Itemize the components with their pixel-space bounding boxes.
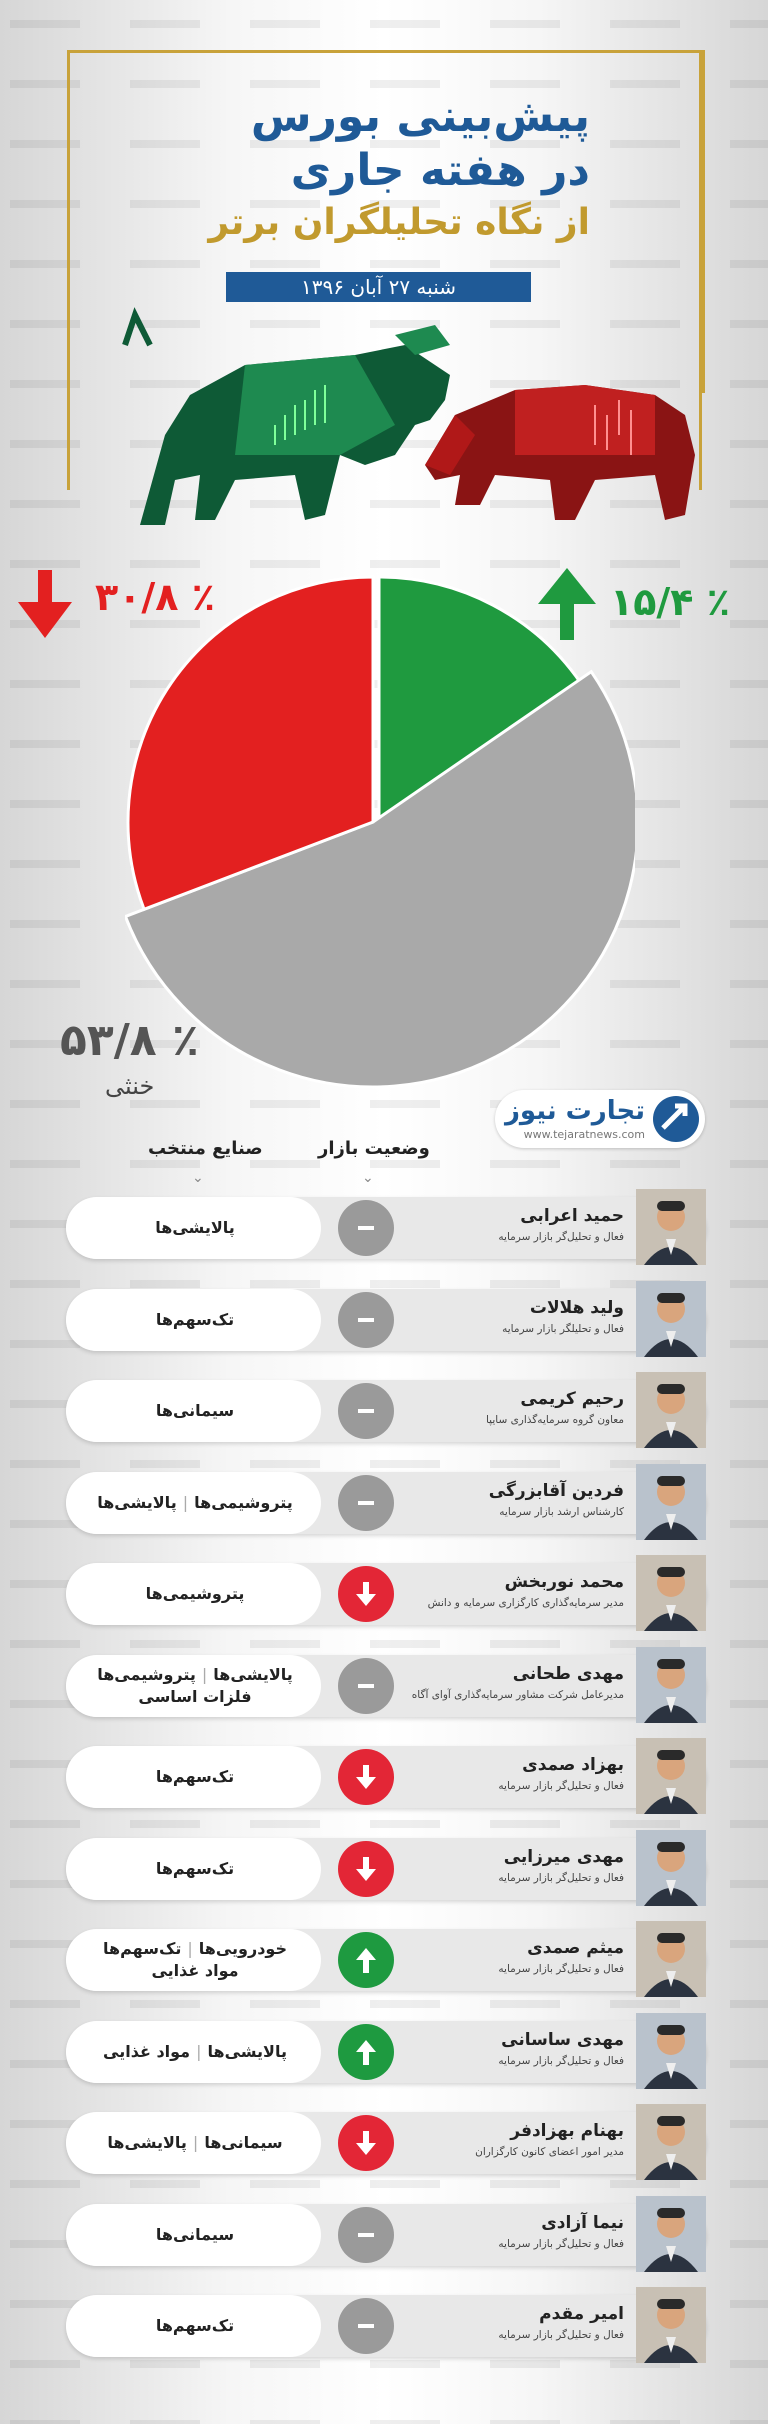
header-title-block [130, 90, 590, 248]
status-badge-up [338, 1932, 394, 1988]
industries-cell [80, 2295, 310, 2357]
industry-tag: سیمانی‌ها [155, 1401, 235, 1420]
market-status-header: وضعیت بازار [318, 1138, 430, 1159]
title-line-3: از نگاه تحلیلگران برتر [208, 202, 590, 243]
avatar [636, 1464, 706, 1540]
status-badge-down [338, 1749, 394, 1805]
analyst-row [66, 1655, 706, 1717]
industries-cell [80, 1563, 310, 1625]
industry-tag: پالایشی‌ها [155, 1218, 235, 1237]
dash-icon [352, 2312, 380, 2340]
analyst-row [66, 1746, 706, 1808]
analyst-row [66, 1380, 706, 1442]
industries-cell [80, 1472, 310, 1534]
gray-percentage: ۵۳/۸ ٪ [60, 1015, 199, 1066]
analyst-name: حمید اعرابی [520, 1206, 624, 1226]
arrow-down-icon [351, 1762, 381, 1792]
arrow-down-icon [351, 1579, 381, 1609]
analyst-info [404, 1295, 624, 1337]
analyst-title: فعال و تحلیل‌گر بازار سرمایه [498, 1231, 624, 1243]
analyst-info [404, 1844, 624, 1886]
avatar-photo-icon [636, 2013, 706, 2089]
avatar-photo-icon [636, 1647, 706, 1723]
industries-cell [80, 1289, 310, 1351]
down-arrow-icon [18, 570, 73, 640]
analyst-info [404, 1203, 624, 1245]
avatar [636, 1830, 706, 1906]
analyst-row [66, 2295, 706, 2357]
arrow-down-icon [351, 2128, 381, 2158]
analyst-info [404, 1569, 624, 1611]
industry-tag: پالایشی‌ها [207, 2041, 287, 2061]
industry-tag: تک‌سهم‌ها [155, 1309, 235, 1329]
industry-tag: پالایشی‌ها [107, 2133, 187, 2152]
arrow-down-icon [351, 1854, 381, 1884]
title-line-1: پیش‌بینی بورس [250, 91, 590, 142]
industry-tag: پالایشی‌ها [213, 1664, 293, 1684]
industries-cell [80, 1380, 310, 1442]
analyst-title: فعال و تحلیل‌گر بازار سرمایه [498, 1871, 624, 1884]
industries-cell [80, 1746, 310, 1808]
pie-chart [125, 560, 635, 1090]
dash-icon [352, 1306, 380, 1334]
status-badge-up [338, 2024, 394, 2080]
analyst-name: ولید هلالات [529, 1297, 624, 1318]
industries-cell [80, 2112, 310, 2174]
status-badge-down [338, 1566, 394, 1622]
frame-right-line [699, 50, 702, 490]
industries-cell [80, 1197, 310, 1259]
dash-icon [352, 1214, 380, 1242]
analyst-row [66, 2112, 706, 2174]
date-bar: شنبه ۲۷ آبان ۱۳۹۶ [226, 272, 531, 302]
industries-cell [80, 1655, 310, 1717]
avatar-photo-icon [636, 1830, 706, 1906]
dash-icon [352, 2221, 380, 2249]
analyst-row [66, 1472, 706, 1534]
analyst-name: بهنام بهزادفر [510, 2121, 624, 2141]
analyst-info [404, 2301, 624, 2343]
industry-tag: سیمانی‌ها [155, 2224, 235, 2244]
analyst-row [66, 1289, 706, 1351]
analyst-name: محمد نوربخش [504, 1572, 624, 1592]
avatar [636, 1738, 706, 1814]
arrow-up-icon [351, 2037, 381, 2067]
avatar [636, 1189, 706, 1265]
analyst-info [404, 1935, 624, 1977]
dash-icon [352, 1672, 380, 1700]
chevron-down-icon: ⌄ [192, 1170, 204, 1186]
analyst-title: معاون گروه سرمایه‌گذاری سایپا [485, 1414, 624, 1426]
analyst-row [66, 1929, 706, 1991]
status-badge-neutral [338, 1658, 394, 1714]
industry-tag: تک‌سهم‌ها [155, 2316, 235, 2335]
avatar [636, 2287, 706, 2363]
avatar-photo-icon [636, 2287, 706, 2363]
avatar [636, 2104, 706, 2180]
status-badge-neutral [338, 1200, 394, 1256]
analyst-title: کارشناس ارشد بازار سرمایه [499, 1505, 624, 1518]
avatar [636, 1647, 706, 1723]
analyst-name: مهدی طحانی [512, 1663, 624, 1684]
analyst-row [66, 1563, 706, 1625]
avatar-photo-icon [636, 1738, 706, 1814]
analyst-name: مهدی ساسانی [501, 2029, 624, 2050]
status-badge-down [338, 1841, 394, 1897]
industry-tag: پتروشیمی‌ها [97, 1664, 196, 1684]
title-line-2: در هفته جاری [290, 145, 590, 196]
separator: | [182, 1492, 189, 1512]
avatar-photo-icon [636, 1555, 706, 1631]
dash-icon [352, 1489, 380, 1517]
avatar-photo-icon [636, 1921, 706, 1997]
status-badge-down [338, 2115, 394, 2171]
industry-tag: سیمانی‌ها [204, 2133, 283, 2152]
analyst-row [66, 1838, 706, 1900]
analyst-title: مدیر امور اعضای کانون کارگزاران [475, 2146, 624, 2158]
tejaratnews-logo [495, 1090, 705, 1148]
status-badge-neutral [338, 2207, 394, 2263]
logo-name: تجارت نیوز [504, 1096, 645, 1126]
separator: | [201, 1664, 208, 1684]
analyst-title: فعال و تحلیل‌گر بازار سرمایه [498, 2054, 624, 2067]
analyst-info [404, 2118, 624, 2160]
analyst-info [404, 1752, 624, 1794]
analyst-title: فعال و تحلیل‌گر بازار سرمایه [498, 1780, 624, 1792]
industries-header: صنایع منتخب [148, 1138, 263, 1159]
frame-left-line [67, 50, 70, 490]
dash-icon [352, 1397, 380, 1425]
analyst-info [404, 1478, 624, 1520]
industries-cell [80, 1929, 310, 1991]
industries-cell [80, 1838, 310, 1900]
industry-tag: خودرویی‌ها [198, 1939, 287, 1958]
industries-cell [80, 2204, 310, 2266]
analyst-title: فعال و تحلیل‌گر بازار سرمایه [498, 2329, 624, 2341]
industry-tag: فلزات اساسی [138, 1686, 252, 1706]
analyst-name: امیر مقدم [539, 2304, 624, 2324]
avatar-photo-icon [636, 1189, 706, 1265]
industry-tag: مواد غذایی [151, 1961, 239, 1980]
industry-tag: تک‌سهم‌ها [103, 1939, 182, 1958]
analyst-name: مهدی میرزایی [503, 1846, 624, 1867]
logo-mark-icon [653, 1096, 699, 1142]
bull-icon [125, 315, 450, 525]
analyst-info [404, 1661, 624, 1703]
status-badge-neutral [338, 2298, 394, 2354]
avatar [636, 2196, 706, 2272]
analyst-title: مدیرعامل شرکت مشاور سرمایه‌گذاری آوای آگاه [411, 1688, 624, 1701]
analyst-title: فعال و تحلیل‌گر بازار سرمایه [498, 2237, 624, 2250]
analyst-name: بهزاد صمدی [522, 1755, 624, 1775]
industries-cell [80, 2021, 310, 2083]
status-badge-neutral [338, 1292, 394, 1348]
industry-tag: پالایشی‌ها [97, 1492, 177, 1512]
analyst-name: نیما آزادی [541, 2212, 624, 2233]
analyst-title: مدیر سرمایه‌گذاری کارگزاری سرمایه و دانش [427, 1597, 624, 1609]
chevron-down-icon: ⌄ [362, 1170, 374, 1186]
separator: | [187, 1939, 193, 1958]
analyst-info [404, 1386, 624, 1428]
analyst-title: فعال و تحلیلگر بازار سرمایه [502, 1322, 624, 1335]
avatar-photo-icon [636, 1281, 706, 1357]
analyst-info [404, 2027, 624, 2069]
avatar [636, 1921, 706, 1997]
industry-tag: پتروشیمی‌ها [194, 1492, 293, 1512]
analyst-name: میثم صمدی [527, 1938, 624, 1958]
analyst-title: فعال و تحلیل‌گر بازار سرمایه [498, 1963, 624, 1975]
avatar [636, 1555, 706, 1631]
industry-tag: پتروشیمی‌ها [145, 1584, 245, 1603]
industry-tag: تک‌سهم‌ها [155, 1858, 235, 1878]
analyst-name: رحیم کریمی [520, 1389, 624, 1409]
arrow-up-icon [351, 1945, 381, 1975]
avatar [636, 2013, 706, 2089]
separator: | [192, 2133, 199, 2152]
analyst-row [66, 2021, 706, 2083]
green-percentage: ۱۵/۴ ٪ [610, 580, 730, 624]
status-badge-neutral [338, 1383, 394, 1439]
logo-url: www.tejaratnews.com [523, 1128, 645, 1141]
avatar-photo-icon [636, 2196, 706, 2272]
avatar-photo-icon [636, 1372, 706, 1448]
avatar [636, 1372, 706, 1448]
analyst-row [66, 1197, 706, 1259]
avatar [636, 1281, 706, 1357]
industry-tag: مواد غذایی [103, 2041, 191, 2061]
analyst-name: فردین آقابزرگی [488, 1480, 624, 1501]
bear-icon [425, 385, 695, 520]
red-percentage: ۳۰/۸ ٪ [95, 575, 215, 619]
bull-bear-illustration [95, 305, 695, 530]
analyst-row [66, 2204, 706, 2266]
separator: | [196, 2041, 202, 2061]
status-badge-neutral [338, 1475, 394, 1531]
avatar-photo-icon [636, 1464, 706, 1540]
analyst-info [404, 2210, 624, 2252]
avatar-photo-icon [636, 2104, 706, 2180]
industry-tag: تک‌سهم‌ها [155, 1767, 235, 1786]
neutral-label: خنثی [105, 1072, 155, 1100]
